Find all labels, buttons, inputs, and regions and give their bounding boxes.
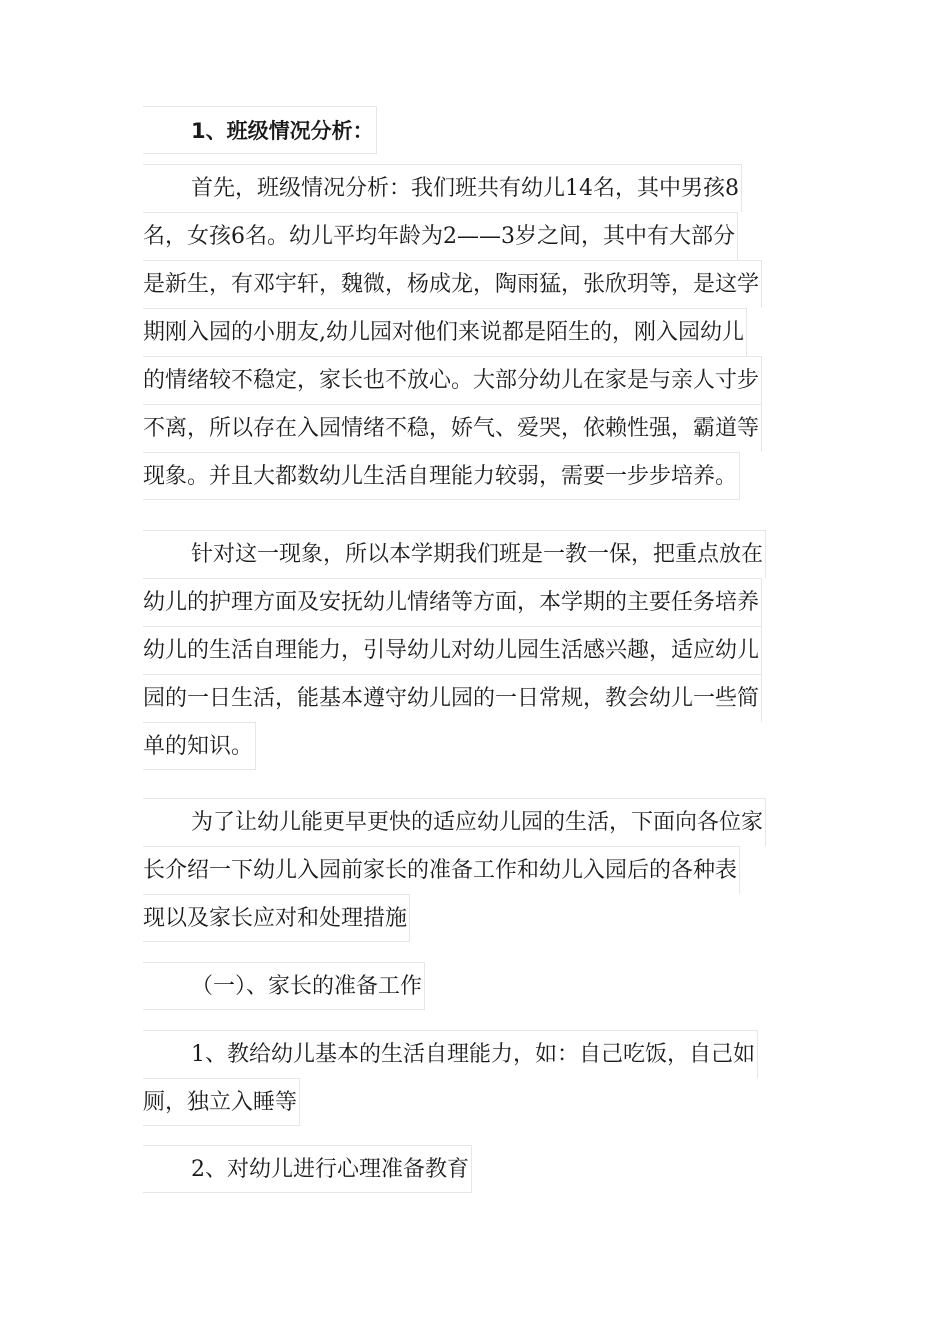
paragraph-line: 长介绍一下幼儿入园前家长的准备工作和幼儿入园后的各种表 [143,846,740,894]
subheading-line: （一）、家长的准备工作 [143,962,425,1010]
section-heading [143,106,377,154]
paragraph-line: 现以及家长应对和处理措施 [143,894,410,942]
paragraph-line: 名，女孩6名。幼儿平均年龄为2——3岁之间，其中有大部分 [143,212,738,260]
paragraph-line: 1、教给幼儿基本的生活自理能力，如：自己吃饭，自己如 [143,1030,758,1078]
paragraph-line: 园的一日生活，能基本遵守幼儿园的一日常规，教会幼儿一些简 [143,674,762,722]
paragraph-line: 2、对幼儿进行心理准备教育 [143,1145,472,1193]
heading-line: 1、班级情况分析： [143,106,377,154]
paragraph-line: 幼儿的生活自理能力，引导幼儿对幼儿园生活感兴趣，适应幼儿 [143,626,762,674]
paragraph-line: 的情绪较不稳定，家长也不放心。大部分幼儿在家是与亲人寸步 [143,356,762,404]
paragraph-line: 期刚入园的小朋友,幼儿园对他们来说都是陌生的，刚入园幼儿 [143,308,747,356]
subheading-parent-preparation [143,962,425,1010]
paragraph-line: 为了让幼儿能更早更快的适应幼儿园的生活，下面向各位家 [143,798,766,846]
paragraph-line: 针对这一现象，所以本学期我们班是一教一保，把重点放在 [143,530,766,578]
paragraph-semester-focus [143,530,766,770]
paragraph-line: 幼儿的护理方面及安抚幼儿情绪等方面，本学期的主要任务培养 [143,578,762,626]
list-item-2 [143,1145,472,1193]
list-item-1 [143,1030,758,1126]
paragraph-line: 不离，所以存在入园情绪不稳，娇气、爱哭，依赖性强，霸道等 [143,404,762,452]
paragraph-line: 厕，独立入睡等 [143,1078,300,1126]
paragraph-parent-intro [143,798,766,942]
paragraph-line: 单的知识。 [143,722,256,770]
paragraph-line: 现象。并且大都数幼儿生活自理能力较弱，需要一步步培养。 [143,452,740,500]
paragraph-line: 首先，班级情况分析：我们班共有幼儿14名，其中男孩8 [143,164,742,212]
paragraph-line: 是新生，有邓宇轩，魏微，杨成龙，陶雨猛，张欣玥等，是这学 [143,260,762,308]
paragraph-class-analysis [143,164,762,500]
